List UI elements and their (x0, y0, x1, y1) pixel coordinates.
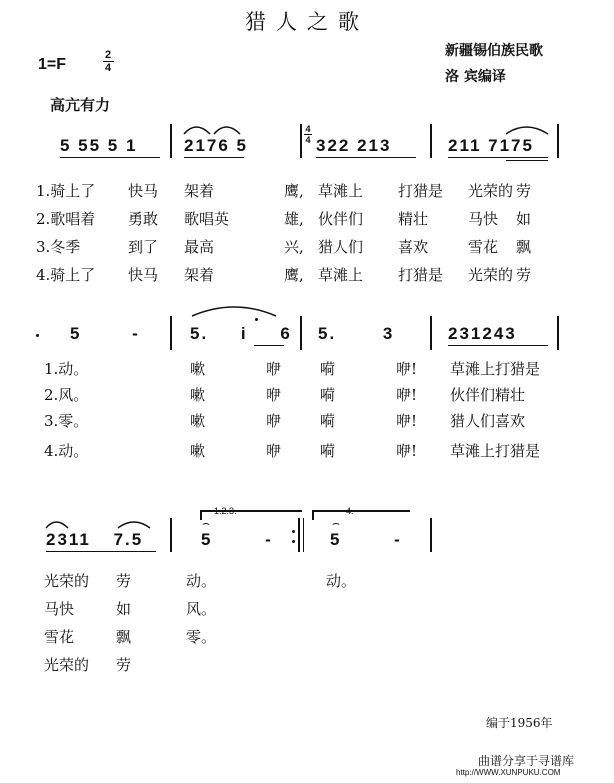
measure-1: 5 55 5 1 (60, 136, 138, 155)
beat-underline (254, 345, 284, 346)
barline (557, 124, 559, 158)
slur (504, 118, 552, 138)
barline (300, 316, 302, 350)
beat-underline (448, 157, 548, 158)
beat-underline (184, 157, 244, 158)
watermark-site: 曲谱分享于寻谱库 (478, 754, 575, 768)
dot (36, 334, 39, 337)
volta-label-1: 1.2.3. (214, 506, 237, 516)
beat-underline (506, 160, 548, 161)
song-origin: 新疆锡伯族民歌 (445, 43, 543, 59)
repeat-dot (292, 530, 295, 533)
measure-4: 211 7175 (448, 136, 534, 155)
barline (170, 124, 172, 158)
beat-underline (60, 157, 160, 158)
final-barline (430, 518, 432, 552)
barline (170, 316, 172, 350)
measure-8: 231243 (448, 324, 517, 343)
repeat-dot (292, 540, 295, 543)
beat-underline (46, 551, 156, 552)
barline (430, 316, 432, 350)
composition-date: 编于1956年 (486, 716, 553, 730)
measure-5: 5 - (70, 324, 138, 343)
tempo-marking: 高亢有力 (50, 96, 111, 114)
barline (557, 316, 559, 350)
beat-underline (448, 345, 548, 346)
measure-2: 2176 5 (184, 136, 248, 155)
barline (430, 124, 432, 158)
song-arranger: 洛 宾编译 (445, 69, 506, 85)
volta-label-2: 4. (346, 506, 354, 516)
slur (44, 512, 156, 532)
measure-10: 5 - (201, 530, 271, 549)
measure-3: 322 213 (316, 136, 392, 155)
measure-6: 5. i 6 (190, 324, 292, 343)
slur (190, 300, 280, 320)
watermark-url: http://WWW.XUNPUKU.COM (456, 768, 561, 777)
measure-7: 5. 3 (318, 324, 395, 343)
song-title: 猎人之歌 (245, 10, 369, 34)
beat-underline (316, 157, 416, 158)
volta-bracket-2 (312, 510, 410, 520)
repeat-barline (303, 518, 304, 552)
time-signature: 2 4 (101, 49, 115, 74)
measure-11: 5 - (330, 530, 400, 549)
slur (182, 118, 244, 138)
measure-9: 2311 7.5 (46, 530, 144, 549)
barline (170, 518, 172, 552)
mid-time-signature: 4 4 (305, 124, 311, 145)
repeat-barline (298, 518, 300, 552)
key-signature: 1=F (38, 56, 67, 73)
fermata: ⌢ (332, 516, 340, 530)
fermata: ⌢ (202, 516, 210, 530)
